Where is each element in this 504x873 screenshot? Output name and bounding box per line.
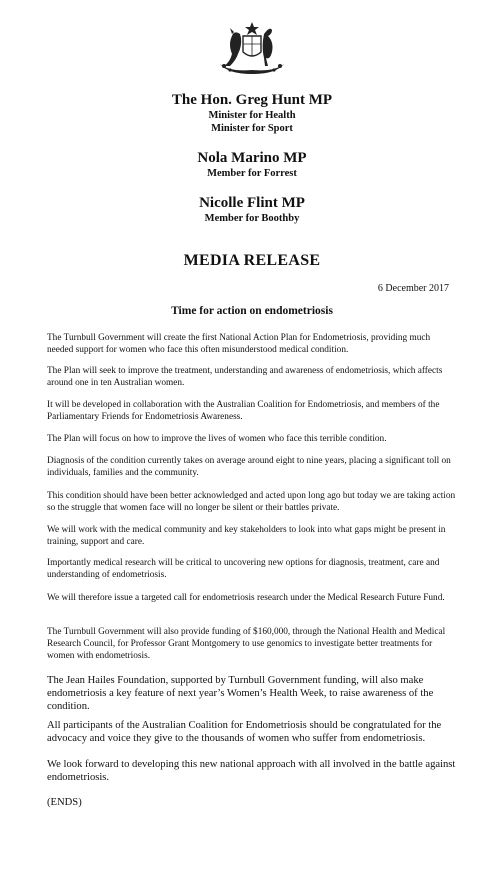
member-name: Nicolle Flint MP xyxy=(199,195,305,211)
body-paragraph: The Turnbull Government will also provide funding of $160,000, through the National Health and Medical Research Council, for Professor Grant Montgomery to use genomics to investigate better treatments for women with endometriosis. xyxy=(47,627,446,661)
body-paragraph: The Plan will seek to improve the treatment, understanding and awareness of endometriosis, which affects around one in ten Australian women. xyxy=(47,366,443,388)
body-paragraph: Diagnosis of the condition currently takes on average around eight to nine years, placing a significant toll on individuals, families and the community. xyxy=(47,456,451,478)
member-name: Nola Marino MP xyxy=(197,150,307,166)
coat-of-arms-icon xyxy=(210,20,294,76)
body-paragraph: We will work with the medical community and key stakeholders to look into what gaps might be present in training, support and care. xyxy=(47,525,446,547)
body-paragraph: The Turnbull Government will create the first National Action Plan for Endometriosis, providing much needed support for women who face this often misunderstood medical condition. xyxy=(47,333,431,355)
minister-block-flint xyxy=(0,195,504,225)
minister-block-marino xyxy=(0,150,504,180)
body-paragraph: Importantly medical research will be critical to uncovering new options for diagnosis, treatment, care and understanding of endometriosis. xyxy=(47,558,440,580)
release-date: 6 December 2017 xyxy=(377,283,449,294)
closing-paragraph: We look forward to developing this new national approach with all involved in the battle against endometriosis. xyxy=(47,759,456,783)
release-subject: Time for action on endometriosis xyxy=(171,305,333,317)
body-paragraph: This condition should have been better acknowledged and acted upon long ago but today we are taking action so the struggle that women face will no longer be silent or their battles private. xyxy=(47,491,456,513)
closing-paragraph: All participants of the Australian Coalition for Endometriosis should be congratulated for the advocacy and voice they give to the thousands of women who suffer from endometriosis. xyxy=(47,720,442,744)
minister-role: Minister for Health xyxy=(208,110,296,121)
body-paragraph: The Plan will focus on how to improve the lives of women who face this terrible condition. xyxy=(47,434,387,444)
minister-block-hunt xyxy=(0,92,504,135)
member-electorate: Member for Forrest xyxy=(207,168,297,179)
media-release-heading: MEDIA RELEASE xyxy=(183,252,321,269)
member-electorate: Member for Boothby xyxy=(204,213,300,224)
body-paragraph: It will be developed in collaboration with the Australian Coalition for Endometriosis, and members of the Parliamentary Friends for Endometriosis Awareness. xyxy=(47,400,440,422)
minister-name: The Hon. Greg Hunt MP xyxy=(171,92,333,108)
ends-marker: (ENDS) xyxy=(47,797,82,808)
minister-role: Minister for Sport xyxy=(211,123,293,134)
closing-paragraph: The Jean Hailes Foundation, supported by Turnbull Government funding, will also make endometriosis a key feature of next year’s Women’s Health Week, to raise awareness of the condition. xyxy=(47,675,434,712)
body-paragraph: We will therefore issue a targeted call for endometriosis research under the Medical Research Future Fund. xyxy=(47,593,445,603)
